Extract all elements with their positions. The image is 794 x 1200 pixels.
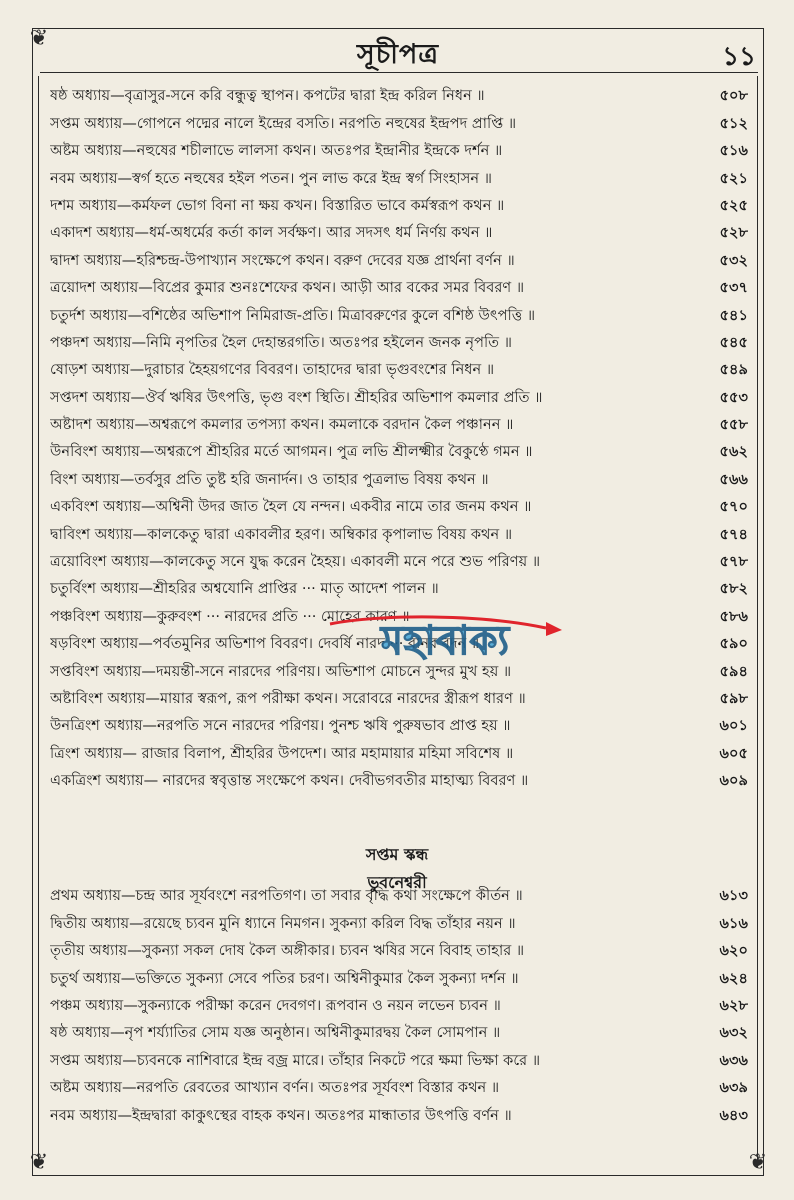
header-divider	[40, 72, 758, 73]
entry-page-number: ৬১৩	[719, 887, 748, 905]
contents-entry	[50, 1046, 750, 1073]
entry-page-number: ৫৮৬	[719, 607, 748, 625]
entry-text: সপ্তম অধ্যায়—গোপনে পদ্মের নালে ইন্দ্রের বসতি। নরপতি নহুষের ইন্দ্রপদ প্রাপ্তি ॥	[50, 114, 517, 132]
entry-page-number: ৬৩৯	[719, 1079, 748, 1097]
watermark-text: মহাবাক্য	[380, 618, 510, 664]
contents-entry	[50, 192, 750, 219]
contents-entry	[50, 712, 750, 739]
entry-page-number: ৬৩২	[719, 1024, 748, 1042]
contents-entry	[50, 767, 750, 794]
entry-page-number: ৫৬৬	[719, 470, 748, 488]
section-title: সপ্তম স্কন্ধ	[365, 845, 429, 864]
entry-page-number: ৫৩৭	[719, 279, 748, 297]
contents-entry	[50, 356, 750, 383]
ornament-bottom-right-icon: ❦	[748, 1150, 768, 1175]
contents-entry	[50, 575, 750, 602]
entry-text: অষ্টম অধ্যায়—নরপতি রেবতের আখ্যান বর্ণন। অতঃপর সূর্যবংশ বিস্তার কথন ॥	[50, 1079, 500, 1097]
contents-entry	[50, 548, 750, 575]
entry-page-number: ৫১২	[719, 114, 748, 132]
contents-entry	[50, 1101, 750, 1128]
entry-page-number: ৬২৪	[719, 969, 748, 987]
contents-list-bottom	[50, 882, 750, 1129]
contents-entry	[50, 329, 750, 356]
entry-text: উনত্রিংশ অধ্যায়—নরপতি সনে নারদের পরিণয়। পুনশ্চ ঋষি পুরুষভাব প্রাপ্ত হয় ॥	[50, 717, 511, 735]
entry-page-number: ৫৯৮	[719, 689, 748, 707]
contents-entry	[50, 937, 750, 964]
entry-text: দশম অধ্যায়—কর্মফল ভোগ বিনা না ক্ষয় কখন। বিস্তারিত ভাবে কর্মস্বরূপ কথন ॥	[50, 196, 505, 214]
contents-entry	[50, 657, 750, 684]
entry-page-number: ৬২০	[719, 942, 748, 960]
contents-entry	[50, 301, 750, 328]
entry-text: চতুর্বিংশ অধ্যায়—শ্রীহরির অশ্বযোনি প্রাপ্তির ··· মাতৃ আদেশ পালন ॥	[50, 580, 439, 598]
entry-page-number: ৫৭০	[719, 498, 748, 516]
entry-text: পঞ্চম অধ্যায়—সুকন্যাকে পরীক্ষা করেন দেবগণ। রূপবান ও নয়ন লভেন চ্যবন ॥	[50, 996, 501, 1014]
entry-text: ষষ্ঠ অধ্যায়—নৃপ শর্য্যাতির সোম যজ্ঞ অনুষ্ঠান। অশ্বিনীকুমারদ্বয় কৈল সোমপান ॥	[50, 1024, 501, 1042]
contents-entry	[50, 274, 750, 301]
contents-entry	[50, 465, 750, 492]
contents-list-top	[50, 82, 750, 794]
contents-entry	[50, 1019, 750, 1046]
contents-entry	[50, 383, 750, 410]
entry-page-number: ৫৫৩	[719, 388, 748, 406]
entry-text: ষোড়শ অধ্যায়—দুরাচার হৈহয়গণের বিবরণ। তাহাদের দ্বারা ভৃগুবংশের নিধন ॥	[50, 361, 495, 379]
entry-text: তৃতীয় অধ্যায়—সুকন্যা সকল দোষ কৈল অঙ্গীকার। চ্যবন ঋষির সনে বিবাহ তাহার ॥	[50, 942, 525, 960]
entry-page-number: ৫৭৪	[719, 525, 748, 543]
page-number: ১১	[722, 42, 756, 72]
entry-page-number: ৬০৯	[719, 772, 748, 790]
contents-entry	[50, 246, 750, 273]
entry-text: ত্রিংশ অধ্যায়— রাজার বিলাপ, শ্রীহরির উপদেশ। আর মহামায়ার মহিমা সবিশেষ ॥	[50, 744, 514, 762]
entry-text: চতুর্দশ অধ্যায়—বশিষ্ঠের অভিশাপ নিমিরাজ-প্রতি। মিত্রাবরুণের কুলে বশিষ্ঠ উৎপত্তি ॥	[50, 306, 536, 324]
entry-page-number: ৫১৬	[719, 142, 748, 160]
entry-text: পঞ্চদশ অধ্যায়—নিমি নৃপতির হৈল দেহান্তরগতি। অতঃপর হইলেন জনক নৃপতি ॥	[50, 333, 513, 351]
ornament-top-left-icon: ❦	[29, 26, 49, 51]
entry-page-number: ৫৪৯	[719, 361, 748, 379]
entry-text: সপ্তবিংশ অধ্যায়—দময়ন্তী-সনে নারদের পরিণয়। অভিশাপ মোচনে সুন্দর মুখ হয় ॥	[50, 662, 512, 680]
entry-text: অষ্টাবিংশ অধ্যায়—মায়ার স্বরূপ, রূপ পরীক্ষা কথন। সরোবরে নারদের স্ত্রীরূপ ধারণ ॥	[50, 689, 526, 707]
contents-entry	[50, 137, 750, 164]
entry-page-number: ৬২৮	[719, 996, 748, 1014]
contents-entry	[50, 992, 750, 1019]
entry-page-number: ৫৯৪	[719, 662, 748, 680]
entry-text: একত্রিংশ অধ্যায়— নারদের স্ববৃত্তান্ত সংক্ষেপে কথন। দেবীভগবতীর মাহাত্ম্য বিবরণ ॥	[50, 772, 529, 790]
entry-page-number: ৫৬২	[719, 443, 748, 461]
contents-entry	[50, 219, 750, 246]
page-header	[32, 28, 764, 74]
entry-text: অষ্টম অধ্যায়—নহুষের শচীলাভে লালসা কথন। অতঃপর ইন্দ্রানীর ইন্দ্রকে দর্শন ॥	[50, 142, 503, 160]
entry-text: ষড়বিংশ অধ্যায়—পর্বতমুনির অভিশাপ বিবরণ। দেবর্ষি নারদ ··· বানর বদন ॥	[50, 635, 480, 653]
entry-page-number: ৫২৮	[719, 224, 748, 242]
contents-entry	[50, 438, 750, 465]
contents-entry	[50, 82, 750, 109]
entry-page-number: ৫৭৮	[719, 553, 748, 571]
entry-page-number: ৫২১	[719, 169, 748, 187]
entry-page-number: ৬০৫	[719, 744, 748, 762]
contents-entry	[50, 964, 750, 991]
contents-entry	[50, 520, 750, 547]
entry-text: নবম অধ্যায়—ইন্দ্রদ্বারা কাকুৎস্থের বাহক কথন। অতঃপর মান্ধাতার উৎপত্তি বর্ণন ॥	[50, 1106, 512, 1124]
ornament-bottom-left-icon: ❦	[29, 1150, 49, 1175]
contents-entry	[50, 602, 750, 629]
entry-text: একাদশ অধ্যায়—ধর্ম-অধর্মের কর্তা কাল সর্বক্ষণ। আর সদসৎ ধর্ম নির্ণয় কথন ॥	[50, 224, 493, 242]
entry-page-number: ৬০১	[719, 717, 748, 735]
entry-page-number: ৬১৬	[719, 914, 748, 932]
entry-text: পঞ্চবিংশ অধ্যায়—কুরুবংশ ··· নারদের প্রতি ··· মোহের কারণ ॥	[50, 607, 410, 625]
entry-text: ত্রয়োদশ অধ্যায়—বিপ্রের কুমার শুনঃশেফের কথন। আড়ী আর বকের সমর বিবরণ ॥	[50, 279, 525, 297]
entry-text: সপ্তম অধ্যায়—চ্যবনকে নাশিবারে ইন্দ্র বজ্র মারে। তাঁহার নিকটে পরে ক্ষমা ভিক্ষা করে ॥	[50, 1051, 541, 1069]
contents-entry	[50, 493, 750, 520]
contents-entry	[50, 685, 750, 712]
entry-text: একবিংশ অধ্যায়—অশ্বিনী উদর জাত হৈল যে নন্দন। একবীর নামে তার জনম কথন ॥	[50, 498, 532, 516]
entry-text: ষষ্ঠ অধ্যায়—বৃত্রাসুর-সনে করি বন্ধুত্ব স্থাপন। কপটের দ্বারা ইন্দ্র করিল নিধন ॥	[50, 87, 485, 105]
entry-page-number: ৫৯০	[719, 635, 748, 653]
section-subtitle: ভুবনেশ্বরী	[367, 873, 427, 892]
contents-entry	[50, 739, 750, 766]
entry-page-number: ৫০৮	[719, 87, 748, 105]
contents-entry	[50, 164, 750, 191]
entry-text: নবম অধ্যায়—স্বর্গ হতে নহুষের হইল পতন। পুন লাভ করে ইন্দ্র স্বর্গ সিংহাসন ॥	[50, 169, 493, 187]
entry-text: দ্বাবিংশ অধ্যায়—কালকেতু দ্বারা একাবলীর হরণ। অম্বিকার কৃপালাভ বিষয় কথন ॥	[50, 525, 513, 543]
contents-entry	[50, 411, 750, 438]
entry-page-number: ৬৩৬	[719, 1051, 748, 1069]
entry-page-number: ৫৪১	[719, 306, 748, 324]
page-title: সূচীপত্র	[356, 39, 440, 70]
entry-page-number: ৬৪৩	[719, 1106, 748, 1124]
entry-text: দ্বিতীয় অধ্যায়—রয়েছে চ্যবন মুনি ধ্যানে নিমগন। সুকন্যা করিল বিদ্ধ তাঁহার নয়ন ॥	[50, 914, 516, 932]
contents-entry	[50, 109, 750, 136]
entry-text: সপ্তদশ অধ্যায়—ঔর্ব ঋষির উৎপত্তি, ভৃগু বংশ স্থিতি। শ্রীহরির অভিশাপ কমলার প্রতি ॥	[50, 388, 543, 406]
entry-page-number: ৫৪৫	[719, 333, 748, 351]
entry-text: উনবিংশ অধ্যায়—অশ্বরূপে শ্রীহরির মর্তে আগমন। পুত্র লভি শ্রীলক্ষ্মীর বৈকুণ্ঠে গমন ॥	[50, 443, 533, 461]
entry-text: প্রথম অধ্যায়—চন্দ্র আর সূর্যবংশে নরপতিগণ। তা সবার বৃদ্ধি কথা সংক্ষেপে কীর্তন ॥	[50, 887, 523, 905]
entry-text: চতুর্থ অধ্যায়—ভক্তিতে সুকন্যা সেবে পতির চরণ। অশ্বিনীকুমার কৈল সুকন্যা দর্শন ॥	[50, 969, 519, 987]
contents-entry	[50, 882, 750, 909]
contents-entry	[50, 909, 750, 936]
contents-entry	[50, 630, 750, 657]
entry-page-number: ৫৫৮	[719, 416, 748, 434]
entry-page-number: ৫২৫	[719, 196, 748, 214]
entry-page-number: ৫৩২	[719, 251, 748, 269]
entry-text: অষ্টাদশ অধ্যায়—অশ্বরূপে কমলার তপস্যা কথন। কমলাকে বরদান কৈল পঞ্চানন ॥	[50, 416, 514, 434]
entry-text: দ্বাদশ অধ্যায়—হরিশ্চন্দ্র-উপাখ্যান সংক্ষেপে কথন। বরুণ দেবের যজ্ঞ প্রার্থনা বর্ণন ॥	[50, 251, 515, 269]
entry-text: বিংশ অধ্যায়—তর্বসুর প্রতি তুষ্ট হরি জনার্দন। ও তাহার পুত্রলাভ বিষয় কথন ॥	[50, 470, 489, 488]
contents-entry	[50, 1074, 750, 1101]
entry-page-number: ৫৮২	[719, 580, 748, 598]
entry-text: ত্রয়োবিংশ অধ্যায়—কালকেতু সনে যুদ্ধ করেন হৈহয়। একাবলী মনে পরে শুভ পরিণয় ॥	[50, 553, 541, 571]
